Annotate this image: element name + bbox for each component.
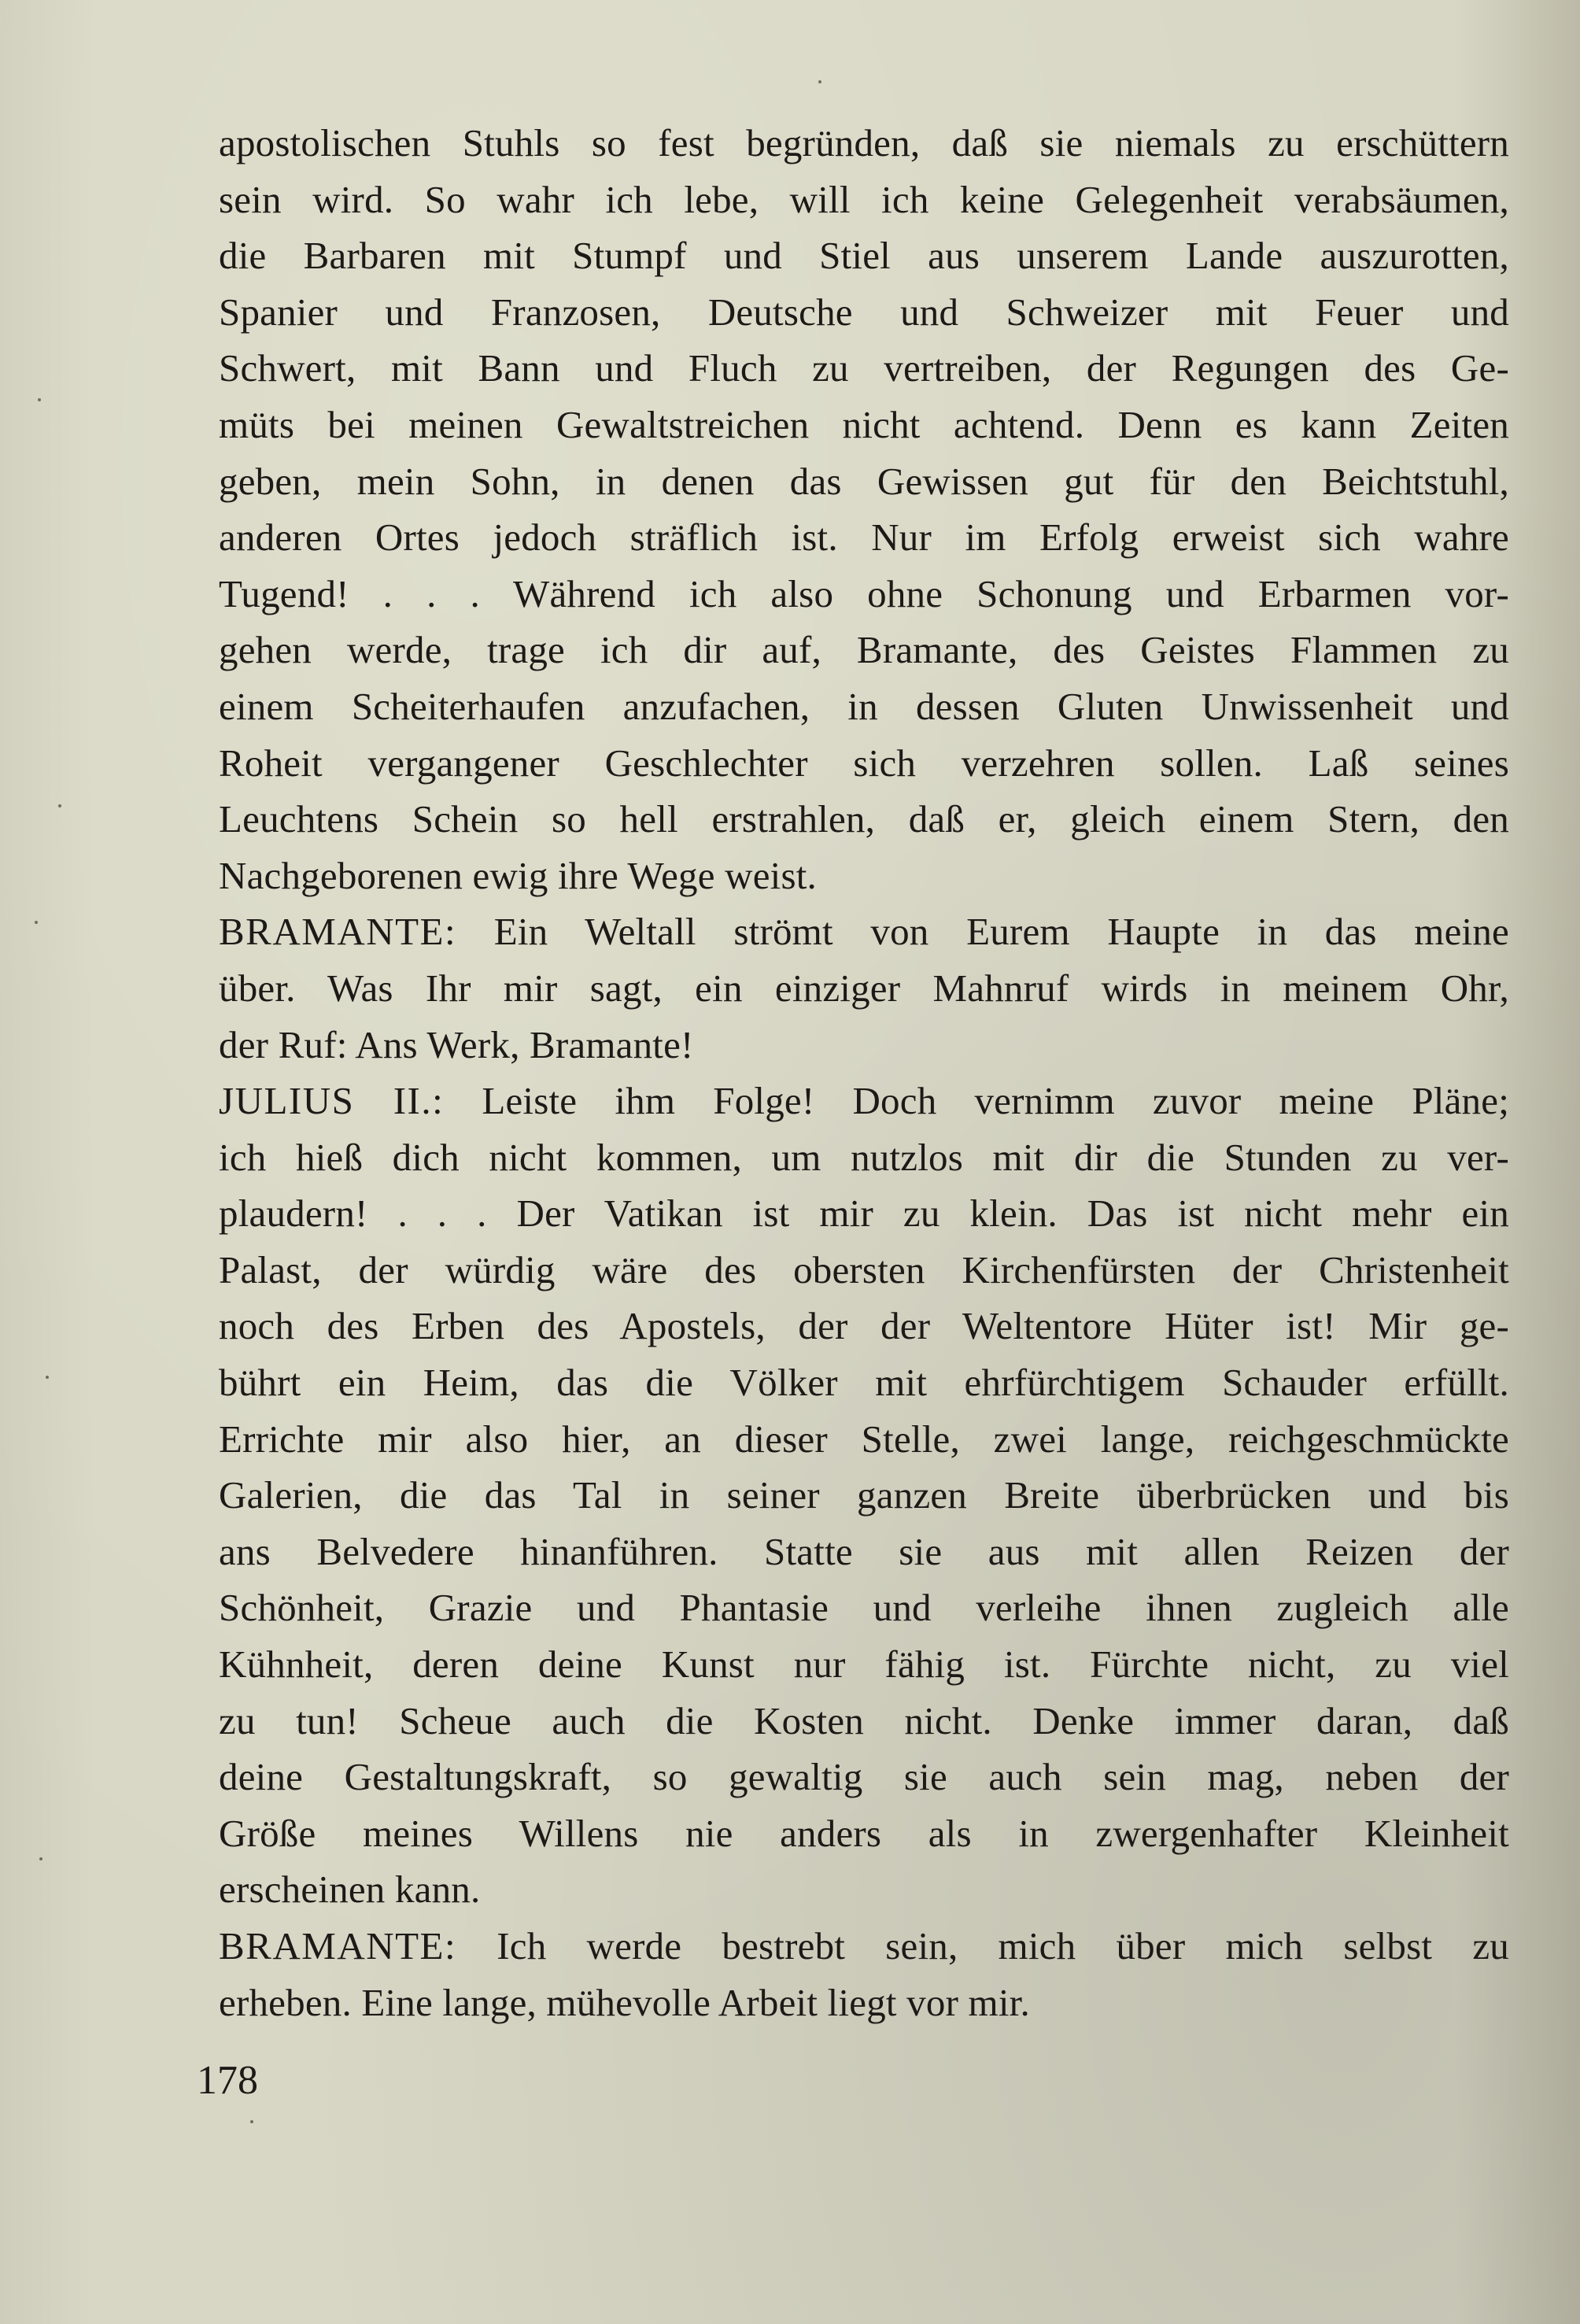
text-line bbox=[219, 1805, 1509, 1862]
line-text: anderen Ortes jedoch sträflich ist. Nur im Erfolg erweist sich wahre bbox=[219, 515, 1509, 560]
text-line bbox=[219, 453, 1509, 510]
speaker-name: BRAMANTE: bbox=[219, 1924, 457, 1967]
line-text: bührt ein Heim, das die Völker mit ehrfürchtigem Schauder erfüllt. bbox=[219, 1361, 1509, 1405]
line-text: apostolischen Stuhls so fest begründen, daß sie niemals zu erschüttern bbox=[219, 121, 1509, 164]
ink-speck bbox=[39, 1857, 42, 1860]
text-line bbox=[219, 1580, 1509, 1636]
speaker-name: JULIUS II.: bbox=[219, 1079, 445, 1123]
line-text: zu tun! Scheue auch die Kosten nicht. Denke immer daran, daß bbox=[219, 1698, 1509, 1742]
line-text: gehen werde, trage ich dir auf, Bramante, des Geistes Flammen zu bbox=[219, 628, 1509, 672]
line-text: Palast, der würdig wäre des obersten Kirchenfürsten der Christenheit bbox=[219, 1247, 1509, 1291]
body-text bbox=[219, 115, 1509, 2030]
text-line bbox=[219, 1354, 1509, 1411]
line-text: ich hieß dich nicht kommen, um nutzlos mit dir die Stunden zu ver- bbox=[219, 1135, 1509, 1179]
text-line bbox=[219, 1693, 1509, 1749]
text-line bbox=[219, 735, 1509, 792]
ink-speck bbox=[35, 921, 38, 924]
text-line bbox=[219, 1017, 1509, 1073]
text-line bbox=[219, 1298, 1509, 1354]
line-text: geben, mein Sohn, in denen das Gewissen gut für den Beichtstuhl, bbox=[219, 459, 1509, 503]
line-text: Spanier und Franzosen, Deutsche und Schweizer mit Feuer und bbox=[219, 290, 1509, 334]
text-line bbox=[219, 397, 1509, 453]
ink-speck bbox=[818, 80, 821, 83]
line-text: erscheinen kann. bbox=[219, 1868, 481, 1912]
text-line bbox=[219, 903, 1509, 960]
line-text: der Ruf: Ans Werk, Bramante! bbox=[219, 1022, 694, 1066]
text-line bbox=[219, 1524, 1509, 1580]
line-text: Schönheit, Grazie und Phantasie und verleihe ihnen zugleich alle bbox=[219, 1586, 1509, 1630]
text-line bbox=[219, 340, 1509, 397]
line-text: Nachgeborenen ewig ihre Wege weist. bbox=[219, 853, 817, 897]
line-text: Roheit vergangener Geschlechter sich verzehren sollen. Laß seines bbox=[219, 741, 1509, 785]
text-line bbox=[219, 848, 1509, 904]
line-text: Kühnheit, deren deine Kunst nur fähig ist. Fürchte nicht, zu viel bbox=[219, 1642, 1509, 1687]
text-line bbox=[219, 1918, 1509, 1975]
line-text: erheben. Eine lange, mühevolle Arbeit liegt vor mir. bbox=[219, 1980, 1030, 2024]
text-line bbox=[219, 1749, 1509, 1805]
text-line bbox=[219, 1129, 1509, 1186]
line-text: Schwert, mit Bann und Fluch zu vertreiben, der Regungen des Ge- bbox=[219, 346, 1509, 390]
ink-speck bbox=[38, 398, 41, 401]
line-text: deine Gestaltungskraft, so gewaltig sie auch sein mag, neben der bbox=[219, 1755, 1509, 1799]
text-line bbox=[219, 509, 1509, 566]
page-number: 178 bbox=[197, 2058, 258, 2103]
text-line bbox=[219, 622, 1509, 678]
ink-speck bbox=[58, 804, 61, 807]
line-text: einem Scheiterhaufen anzufachen, in dessen Gluten Unwissenheit und bbox=[219, 684, 1509, 728]
ink-speck bbox=[250, 2120, 253, 2123]
line-text: Leuchtens Schein so hell erstrahlen, daß er, gleich einem Stern, den bbox=[219, 797, 1509, 841]
text-line bbox=[219, 566, 1509, 623]
text-line bbox=[219, 1242, 1509, 1299]
line-text: Leiste ihm Folge! Doch vernimm zuvor meine Pläne; bbox=[482, 1079, 1510, 1123]
text-line bbox=[219, 678, 1509, 735]
text-line bbox=[219, 1975, 1509, 2031]
text-line bbox=[219, 115, 1509, 172]
line-text: Ein Weltall strömt von Eurem Haupte in das meine bbox=[493, 910, 1510, 954]
text-line bbox=[219, 1861, 1509, 1918]
text-line bbox=[219, 1073, 1509, 1129]
text-line bbox=[219, 227, 1509, 284]
text-line bbox=[219, 1411, 1509, 1468]
speaker-name: BRAMANTE: bbox=[219, 910, 457, 954]
ink-speck bbox=[46, 1376, 49, 1379]
text-line bbox=[219, 172, 1509, 228]
line-text: Tugend! . . . Während ich also ohne Schonung und Erbarmen vor- bbox=[219, 571, 1509, 615]
text-line bbox=[219, 284, 1509, 341]
text-line bbox=[219, 1185, 1509, 1242]
line-text: die Barbaren mit Stumpf und Stiel aus unserem Lande auszurotten, bbox=[219, 234, 1509, 278]
line-text: über. Was Ihr mir sagt, ein einziger Mahnruf wirds in meinem Ohr, bbox=[219, 966, 1509, 1010]
line-text: müts bei meinen Gewaltstreichen nicht achtend. Denn es kann Zeiten bbox=[219, 402, 1509, 446]
line-text: ans Belvedere hinanführen. Statte sie aus mit allen Reizen der bbox=[219, 1529, 1509, 1573]
line-text: Galerien, die das Tal in seiner ganzen Breite überbrücken und bis bbox=[219, 1473, 1509, 1517]
text-line bbox=[219, 1636, 1509, 1693]
text-line bbox=[219, 1467, 1509, 1524]
line-text: Errichte mir also hier, an dieser Stelle, zwei lange, reichgeschmückte bbox=[219, 1417, 1509, 1461]
line-text: plaudern! . . . Der Vatikan ist mir zu klein. Das ist nicht mehr ein bbox=[219, 1192, 1509, 1236]
text-line bbox=[219, 960, 1509, 1017]
line-text: Ich werde bestrebt sein, mich über mich selbst zu bbox=[497, 1924, 1510, 1967]
line-text: noch des Erben des Apostels, der der Weltentore Hüter ist! Mir ge- bbox=[219, 1304, 1509, 1348]
line-text: sein wird. So wahr ich lebe, will ich keine Gelegenheit verabsäumen, bbox=[219, 177, 1509, 221]
text-line bbox=[219, 791, 1509, 848]
line-text: Größe meines Willens nie anders als in zwergenhafter Kleinheit bbox=[219, 1811, 1509, 1855]
